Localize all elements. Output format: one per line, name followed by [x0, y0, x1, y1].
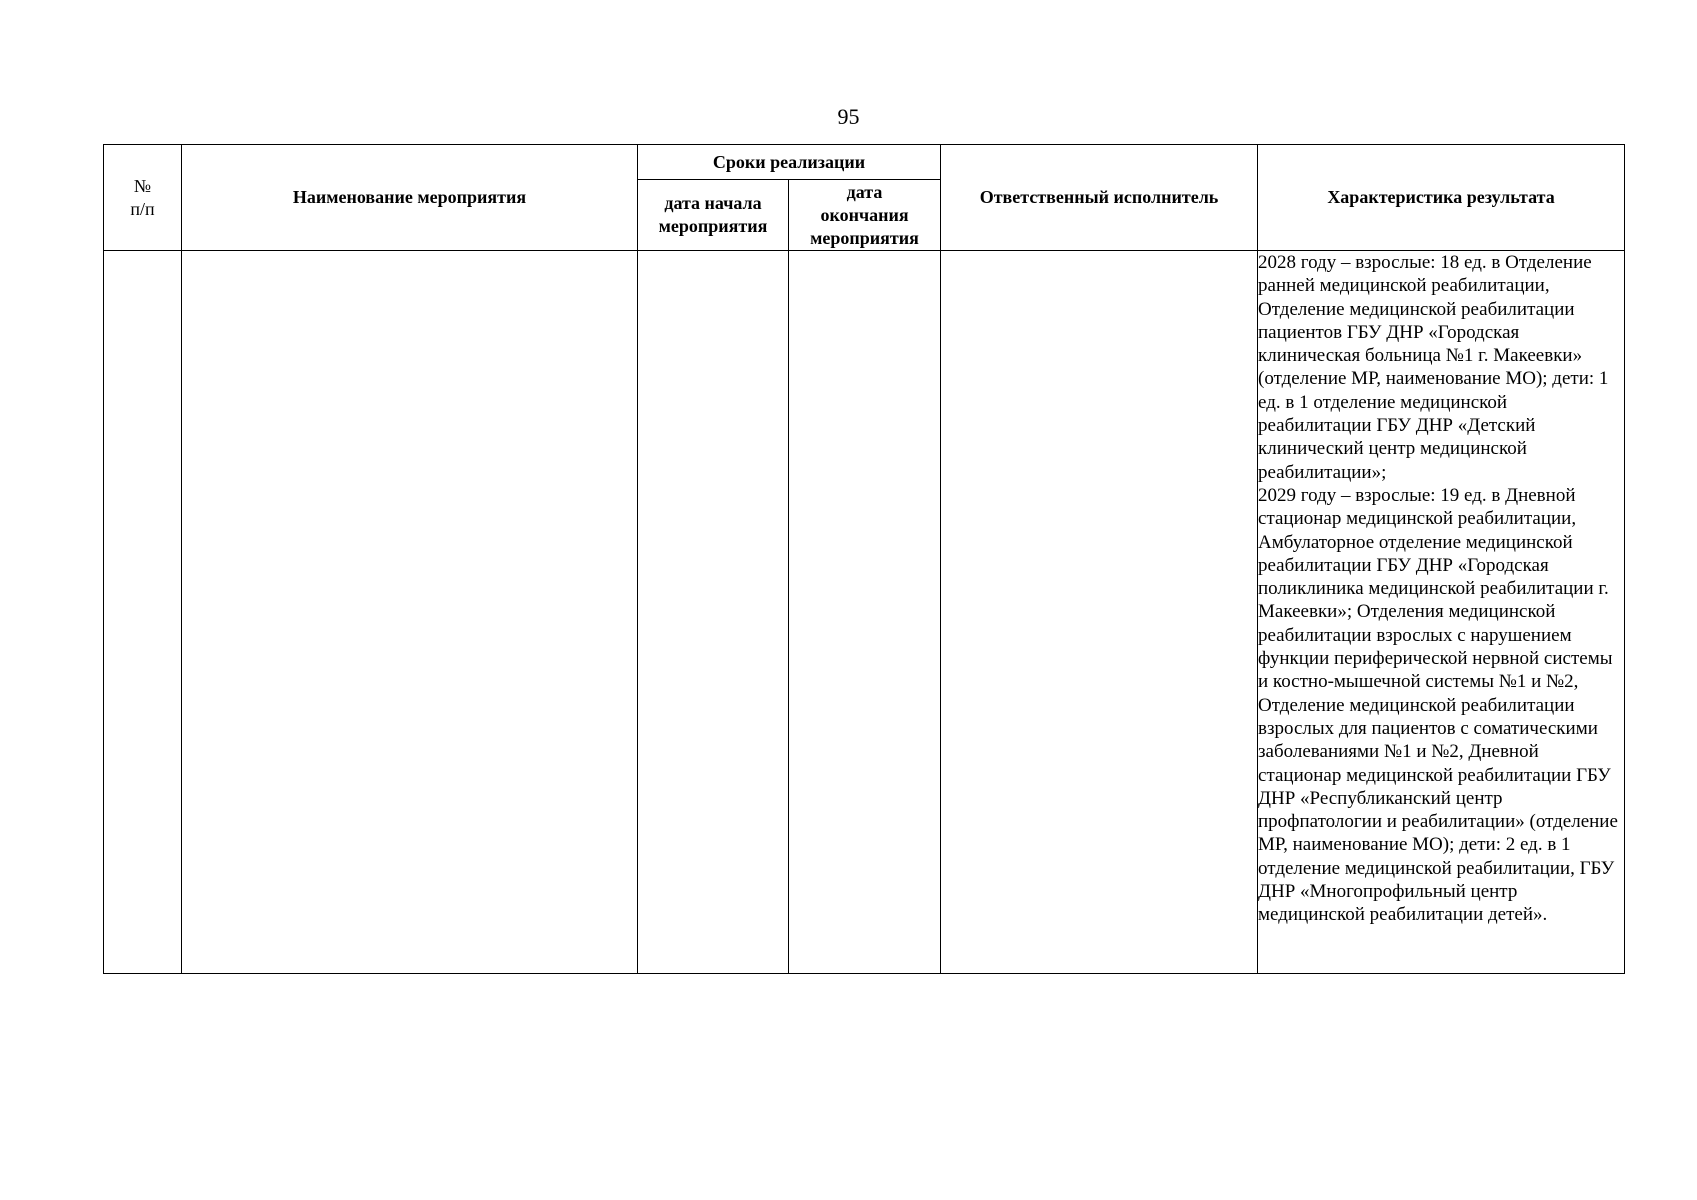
- result-paragraph-2028: 2028 году – взрослые: 18 ед. в Отделение ранней медицинской реабилитации, Отделение медицинской реабилитации пациентов ГБУ ДНР «Городская клиническая больница №1 г. Макеевки» (отделение МР, наименование МО); дети: 1 ед. в 1 отделение медицинской реабилитации ГБУ ДНР «Детский клинический центр медицинской реабилитации»;: [1258, 252, 1609, 483]
- page-number: 95: [837, 104, 860, 129]
- header-start-date: дата начала мероприятия: [638, 180, 789, 251]
- header-result: Характеристика результата: [1258, 145, 1625, 251]
- table-row: [104, 251, 1625, 974]
- cell-end-date: [789, 251, 941, 974]
- cell-start-date: [638, 251, 789, 974]
- header-num: [104, 145, 182, 251]
- cell-num: [104, 251, 182, 974]
- header-responsible: Ответственный исполнитель: [941, 145, 1258, 251]
- header-num-abbr: п/п: [130, 198, 155, 219]
- cell-responsible: [941, 251, 1258, 974]
- header-name: Наименование мероприятия: [182, 145, 638, 251]
- header-num-symbol: №: [133, 175, 152, 196]
- result-paragraph-2029: 2029 году – взрослые: 19 ед. в Дневной стационар медицинской реабилитации, Амбулаторное отделение медицинской реабилитации ГБУ ДНР «Городская поликлиника медицинской реабилитации г. Макеевки»; Отделения медицинской реабилитации взрослых с нарушением функции периферической нервной системы и костно-мышечной системы №1 и №2, Отделение медицинской реабилитации взрослых для пациентов с соматическими заболеваниями №1 и №2, Дневной стационар медицинской реабилитации ГБУ ДНР «Республиканский центр профпатологии и реабилитации» (отделение МР, наименование МО); дети: 2 ед. в 1 отделение медицинской реабилитации, ГБУ ДНР «Многопрофильный центр медицинской реабилитации детей».: [1258, 484, 1618, 926]
- cell-result: [1258, 251, 1625, 974]
- header-terms-group: Сроки реализации: [638, 145, 941, 180]
- header-end-date: дата окончания мероприятия: [789, 180, 941, 251]
- table-header-row: [104, 145, 1625, 180]
- activities-table: [103, 144, 1625, 974]
- cell-name: [182, 251, 638, 974]
